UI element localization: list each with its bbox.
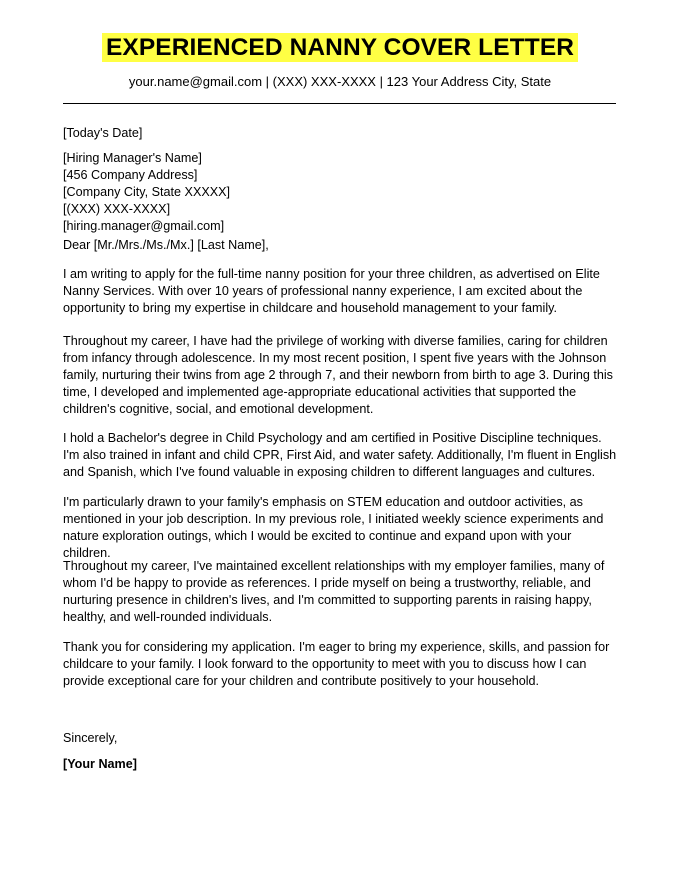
contact-line: your.name@gmail.com | (XXX) XXX-XXXX | 123 Your Address City, State [128,74,552,89]
body-paragraph: I'm particularly drawn to your family's emphasis on STEM education and outdoor activities, as mentioned in your job description. In my previous role, I initiated weekly science experiments and nature exploration outings, which I would be excited to continue and expand upon with your children. [63,495,604,560]
body-paragraph: I am writing to apply for the full-time nanny position for your three children, as advertised on Elite Nanny Services. With over 10 years of professional nanny experience, I am excited about the opportunity to bring my expertise in childcare and household management to your family. [63,267,600,315]
page-title: EXPERIENCED NANNY COVER LETTER [102,33,578,62]
recipient-block [63,150,619,235]
body-paragraph: Throughout my career, I have had the privilege of working with diverse families, caring for children from infancy through adolescence. In my most recent position, I spent five years with the Johnson family, nurturing their twins from age 2 through 7, and their newborn from birth to age 3. During this time, I developed and implemented age-appropriate educational activities that supported the children's cognitive, social, and emotional development. [63,334,613,416]
recipient-phone: [(XXX) XXX-XXXX] [63,202,171,216]
body-paragraph: Throughout my career, I've maintained excellent relationships with my employer families, many of whom I'd be happy to provide as references. I pride myself on being a trustworthy, reliable, and nurturing presence in children's lives, and I'm committed to supporting parents in raising happy, healthy, and well-rounded individuals. [63,559,605,624]
letter-date: [Today's Date] [63,126,143,140]
title-container [0,33,680,62]
recipient-name: [Hiring Manager's Name] [63,151,202,165]
closing: Sincerely, [63,731,118,745]
recipient-city: [Company City, State XXXXX] [63,185,231,199]
salutation: Dear [Mr./Mrs./Ms./Mx.] [Last Name], [63,238,269,252]
header-divider [63,103,616,104]
recipient-address: [456 Company Address] [63,168,198,182]
recipient-email: [hiring.manager@gmail.com] [63,219,225,233]
signature-name: [Your Name] [63,757,137,771]
body-paragraph: Thank you for considering my application. I'm eager to bring my experience, skills, and passion for childcare to your family. I look forward to the opportunity to meet with you to discuss how I can provide exceptional care for your children and contribute positively to your household. [63,640,610,688]
body-paragraph: I hold a Bachelor's degree in Child Psychology and am certified in Positive Discipline techniques. I'm also trained in infant and child CPR, First Aid, and water safety. Additionally, I'm fluent in English and Spanish, which I've found valuable in exposing children to different languages and cultures. [63,431,617,479]
